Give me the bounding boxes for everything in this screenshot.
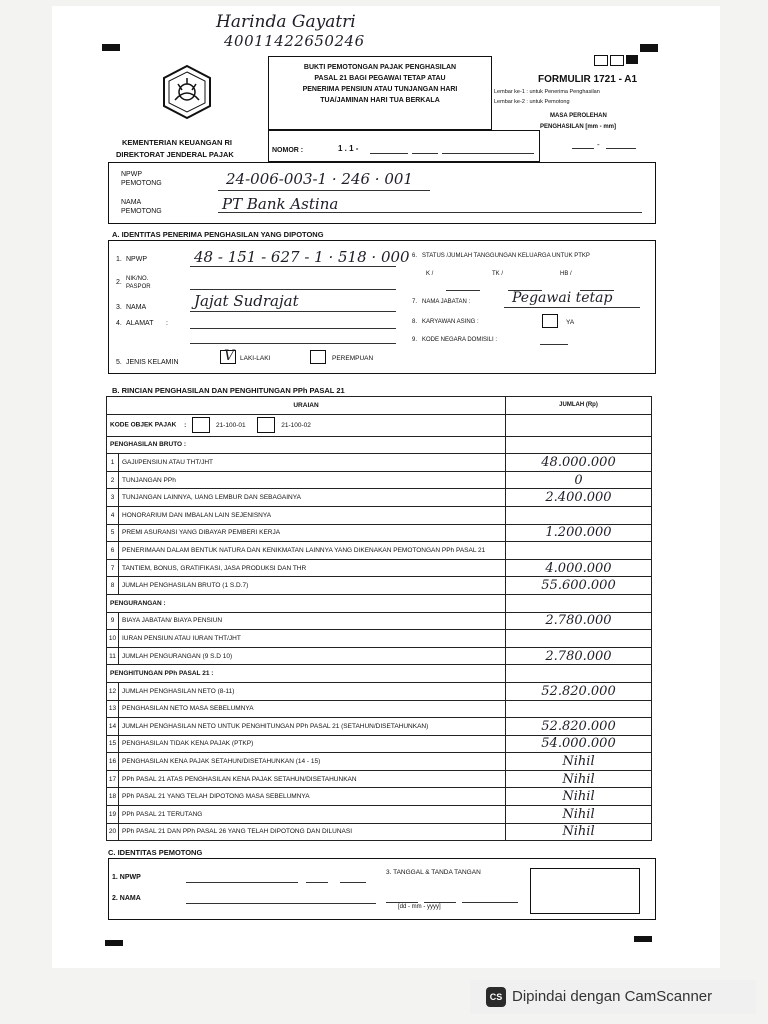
a-jabatan-value: Pegawai tetap [512,290,613,306]
form-code: FORMULIR 1721 - A1 [538,74,638,85]
section-row-blank [506,436,652,454]
row-label: PPh PASAL 21 DAN PPh PASAL 26 YANG TELAH DIPOTONG DAN DILUNASI [119,823,506,841]
row-number: 14 [107,718,119,736]
row-amount: 0 [506,471,652,489]
kode-colon: : [184,421,187,429]
row-label: JUMLAH PENGHASILAN BRUTO (1 S.D.7) [119,577,506,595]
col-uraian-header: URAIAN [107,397,506,415]
table-row [107,489,652,507]
a-jabatan-line [504,307,640,308]
row-amount: 55.600.000 [506,577,652,595]
row-number: 10 [107,630,119,648]
section-row-label: PENGHASILAN BRUTO : [107,436,506,454]
table-row [107,577,652,595]
row-amount: 2.400.000 [506,489,652,507]
handwritten-id-number: 40011422650246 [224,32,365,50]
a-num-5: 5. [116,359,122,366]
row-number: 3 [107,489,119,507]
a-npwp-line [190,266,396,267]
row-amount: 54.000.000 [506,735,652,753]
a-num-6: 6. [412,253,418,259]
row-label: JUMLAH PENGHASILAN NETO UNTUK PENGHITUNGAN PPh PASAL 21 (SETAHUN/DISETAHUNKAN) [119,718,506,736]
row-label: TANTIEM, BONUS, GRATIFIKASI, JASA PRODUKSI DAN THR [119,559,506,577]
laki-laki-checkmark: V [224,348,235,364]
masa-label: MASA PEROLEHAN [550,113,607,119]
section-row [107,436,652,454]
a-k-line [446,290,480,291]
row-label: TUNJANGAN LAINNYA, UANG LEMBUR DAN SEBAGAINYA [119,489,506,507]
table-row [107,718,652,736]
row-number: 7 [107,559,119,577]
table-row [107,542,652,560]
nomor-label: NOMOR : [272,147,304,154]
nama-pemotong-line [218,212,642,213]
row-number: 5 [107,524,119,542]
row-number: 19 [107,806,119,824]
a-negara-label: KODE NEGARA DOMISILI : [422,337,498,343]
row-number: 8 [107,577,119,595]
npwp-pemotong-line [218,190,430,191]
row-number: 12 [107,682,119,700]
row-label: IURAN PENSIUN ATAU IURAN THT/JHT [119,630,506,648]
row-amount [506,506,652,524]
a-num-9: 9. [412,337,418,343]
row-label: PENGHASILAN TIDAK KENA PAJAK (PTKP) [119,735,506,753]
table-row [107,559,652,577]
registration-mark [634,936,652,942]
kode-1-label: 21-100-01 [215,421,246,429]
row-number: 9 [107,612,119,630]
row-label: JUMLAH PENGHASILAN NETO (8-11) [119,682,506,700]
a-nik-label: NIK/NO. PASPOR [126,276,151,290]
table-row [107,524,652,542]
npwp-pemotong-value: 24-006-003-1 · 246 · 001 [226,170,413,188]
registration-mark [640,44,658,52]
row-label: JUMLAH PENGURANGAN (9 S.D 10) [119,647,506,665]
row-number: 16 [107,753,119,771]
row-amount: Nihil [506,753,652,771]
section-row [107,665,652,683]
a-num-3: 3. [116,304,122,311]
a-num-8: 8. [412,319,418,325]
row-amount: 1.200.000 [506,524,652,542]
row-number: 13 [107,700,119,718]
row-number: 18 [107,788,119,806]
kode-objek-row [107,414,506,436]
registration-mark [105,940,123,946]
form-checkbox-2 [610,55,624,66]
masa-dash: - [597,140,600,149]
c-date-dd [386,902,418,903]
a-status-label: STATUS /JUMLAH TANGGUNGAN KELUARGA UNTUK PTKP [422,253,590,259]
lembar-1: Lembar ke-1 : untuk Penerima Penghasilan [494,89,600,95]
form-checkbox-1 [594,55,608,66]
row-label: PENERIMAAN DALAM BENTUK NATURA DAN KENIKMATAN LAINNYA YANG DIKENAKAN PEMOTONGAN PPh PASAL 21 [119,542,506,560]
row-label: TUNJANGAN PPh [119,471,506,489]
table-row [107,735,652,753]
row-amount: Nihil [506,770,652,788]
section-a-title: A. IDENTITAS PENERIMA PENGHASILAN YANG DIPOTONG [112,230,324,239]
a-jabatan-label: NAMA JABATAN : [422,299,471,305]
row-label: PPh PASAL 21 TERUTANG [119,806,506,824]
a-alamat-label: ALAMAT [126,320,154,327]
table-row [107,454,652,472]
table-row [107,471,652,489]
registration-mark [102,44,120,51]
a-npwp-value: 48 - 151 - 627 - 1 · 518 · 000 [194,248,410,266]
c-npwp-line-3 [340,882,366,883]
a-num-4: 4. [116,320,122,327]
section-row [107,594,652,612]
a-nik-line [190,289,396,290]
row-amount: 2.780.000 [506,647,652,665]
row-number: 4 [107,506,119,524]
row-number: 17 [107,770,119,788]
section-b-title: B. RINCIAN PENGHASILAN DAN PENGHITUNGAN PPh PASAL 21 [112,386,345,395]
camscanner-watermark [470,980,756,1014]
c-npwp-label: 1. NPWP [112,874,141,881]
a-alamat-line-2 [190,343,396,344]
handwritten-name: Harinda Gayatri [216,12,356,32]
kode-2-checkbox[interactable] [257,417,275,433]
laki-laki-label: LAKI-LAKI [240,355,271,362]
perempuan-label: PEREMPUAN [332,355,374,362]
row-number: 6 [107,542,119,560]
nama-pemotong-label: NAMA PEMOTONG [121,199,162,215]
row-amount: Nihil [506,823,652,841]
a-tk-label: TK / [492,271,504,277]
lembar-2: Lembar ke-2 : untuk Pemotong [494,99,570,105]
row-amount: 4.000.000 [506,559,652,577]
row-amount [506,700,652,718]
ministry-emblem-icon [160,64,214,120]
form-title: BUKTI PEMOTONGAN PAJAK PENGHASILAN PASAL 21 BAGI PEGAWAI TETAP ATAU PENERIMA PENSIUN ATAU TUNJANGAN HARI TUA/JAMINAN HARI TUA BERKALA [302,64,458,104]
row-label: PPh PASAL 21 YANG TELAH DIPOTONG MASA SEBELUMNYA [119,788,506,806]
table-row [107,647,652,665]
c-nama-label: 2. NAMA [112,895,141,902]
a-nama-value: Jajat Sudrajat [194,292,299,310]
table-row [107,612,652,630]
row-amount [506,542,652,560]
c-date-format: [dd - mm - yyyy] [398,904,441,910]
a-alamat-line [190,328,396,329]
nomor-line [442,153,534,154]
a-alamat-colon: : [166,320,168,327]
table-row [107,700,652,718]
row-label: BIAYA JABATAN/ BIAYA PENSIUN [119,612,506,630]
row-number: 11 [107,647,119,665]
a-num-2: 2. [116,279,122,286]
col-jumlah-header: JUMLAH (Rp) [506,397,652,415]
row-amount: 2.780.000 [506,612,652,630]
table-row [107,630,652,648]
table-row [107,682,652,700]
a-num-7: 7. [412,299,418,305]
row-label: HONORARIUM DAN IMBALAN LAIN SEJENISNYA [119,506,506,524]
a-nama-line [190,311,396,312]
row-amount: 52.820.000 [506,682,652,700]
row-label: PPh PASAL 21 ATAS PENGHASILAN KENA PAJAK SETAHUN/DISETAHUNKAN [119,770,506,788]
section-row-label: PENGHITUNGAN PPh PASAL 21 : [107,665,506,683]
table-row [107,753,652,771]
row-label: PENGHASILAN NETO MASA SEBELUMNYA [119,700,506,718]
row-number: 15 [107,735,119,753]
row-number: 20 [107,823,119,841]
table-row [107,806,652,824]
a-nama-label: NAMA [126,304,147,311]
c-tanggal-label: 3. TANGGAL & TANDA TANGAN [386,869,481,876]
row-label: PREMI ASURANSI YANG DIBAYAR PEMBERI KERJA [119,524,506,542]
section-c-title: C. IDENTITAS PEMOTONG [108,848,203,857]
table-row [107,506,652,524]
kode-objek-label: KODE OBJEK PAJAK [110,421,177,429]
camscanner-logo-icon: CS [486,987,506,1007]
kode-objek-value-cell [506,414,652,436]
kode-1-checkbox[interactable] [192,417,210,433]
ministry-name: KEMENTERIAN KEUANGAN RI [122,138,233,147]
masa-start-line [572,148,594,149]
nomor-value: 1 . 1 - [338,144,359,153]
table-row [107,823,652,841]
signature-box[interactable] [530,868,640,914]
ya-label: YA [566,319,575,326]
a-hb-label: HB / [560,271,572,277]
section-row-blank [506,665,652,683]
row-amount: Nihil [506,806,652,824]
npwp-pemotong-label: NPWP PEMOTONG [121,171,162,187]
row-number: 1 [107,454,119,472]
camscanner-text: Dipindai dengan CamScanner [512,988,713,1005]
masa-end-line [606,148,636,149]
row-label: PENGHASILAN KENA PAJAK SETAHUN/DISETAHUNKAN (14 - 15) [119,753,506,771]
row-number: 2 [107,471,119,489]
row-amount: Nihil [506,788,652,806]
form-checkbox-filled [626,55,638,64]
a-npwp-label: NPWP [126,256,147,263]
a-k-label: K / [426,271,434,277]
nomor-line [370,153,408,154]
directorate-name: DIREKTORAT JENDERAL PAJAK [116,150,234,159]
nama-pemotong-value: PT Bank Astina [222,195,339,213]
kode-2-label: 21-100-02 [281,421,311,429]
masa-label-2: PENGHASILAN [mm - mm] [540,124,617,130]
table-row [107,770,652,788]
perempuan-checkbox[interactable] [310,350,326,364]
row-amount: 48.000.000 [506,454,652,472]
nomor-box [268,130,540,162]
nomor-line [412,153,438,154]
row-amount: 52.820.000 [506,718,652,736]
a-num-1: 1. [116,256,122,263]
section-row-blank [506,594,652,612]
c-npwp-line-2 [306,882,328,883]
a-jenis-kelamin-label: JENIS KELAMIN [126,359,179,366]
c-nama-line [186,903,376,904]
row-label: GAJI/PENSIUN ATAU THT/JHT [119,454,506,472]
table-row [107,788,652,806]
c-npwp-line-1 [186,882,298,883]
c-date-yyyy [462,902,518,903]
row-amount [506,630,652,648]
section-row-label: PENGURANGAN : [107,594,506,612]
karyawan-asing-checkbox[interactable] [542,314,558,328]
c-date-mm [424,902,456,903]
a-negara-line [540,344,568,345]
a-asing-label: KARYAWAN ASING : [422,319,479,325]
section-b-table [106,396,652,841]
